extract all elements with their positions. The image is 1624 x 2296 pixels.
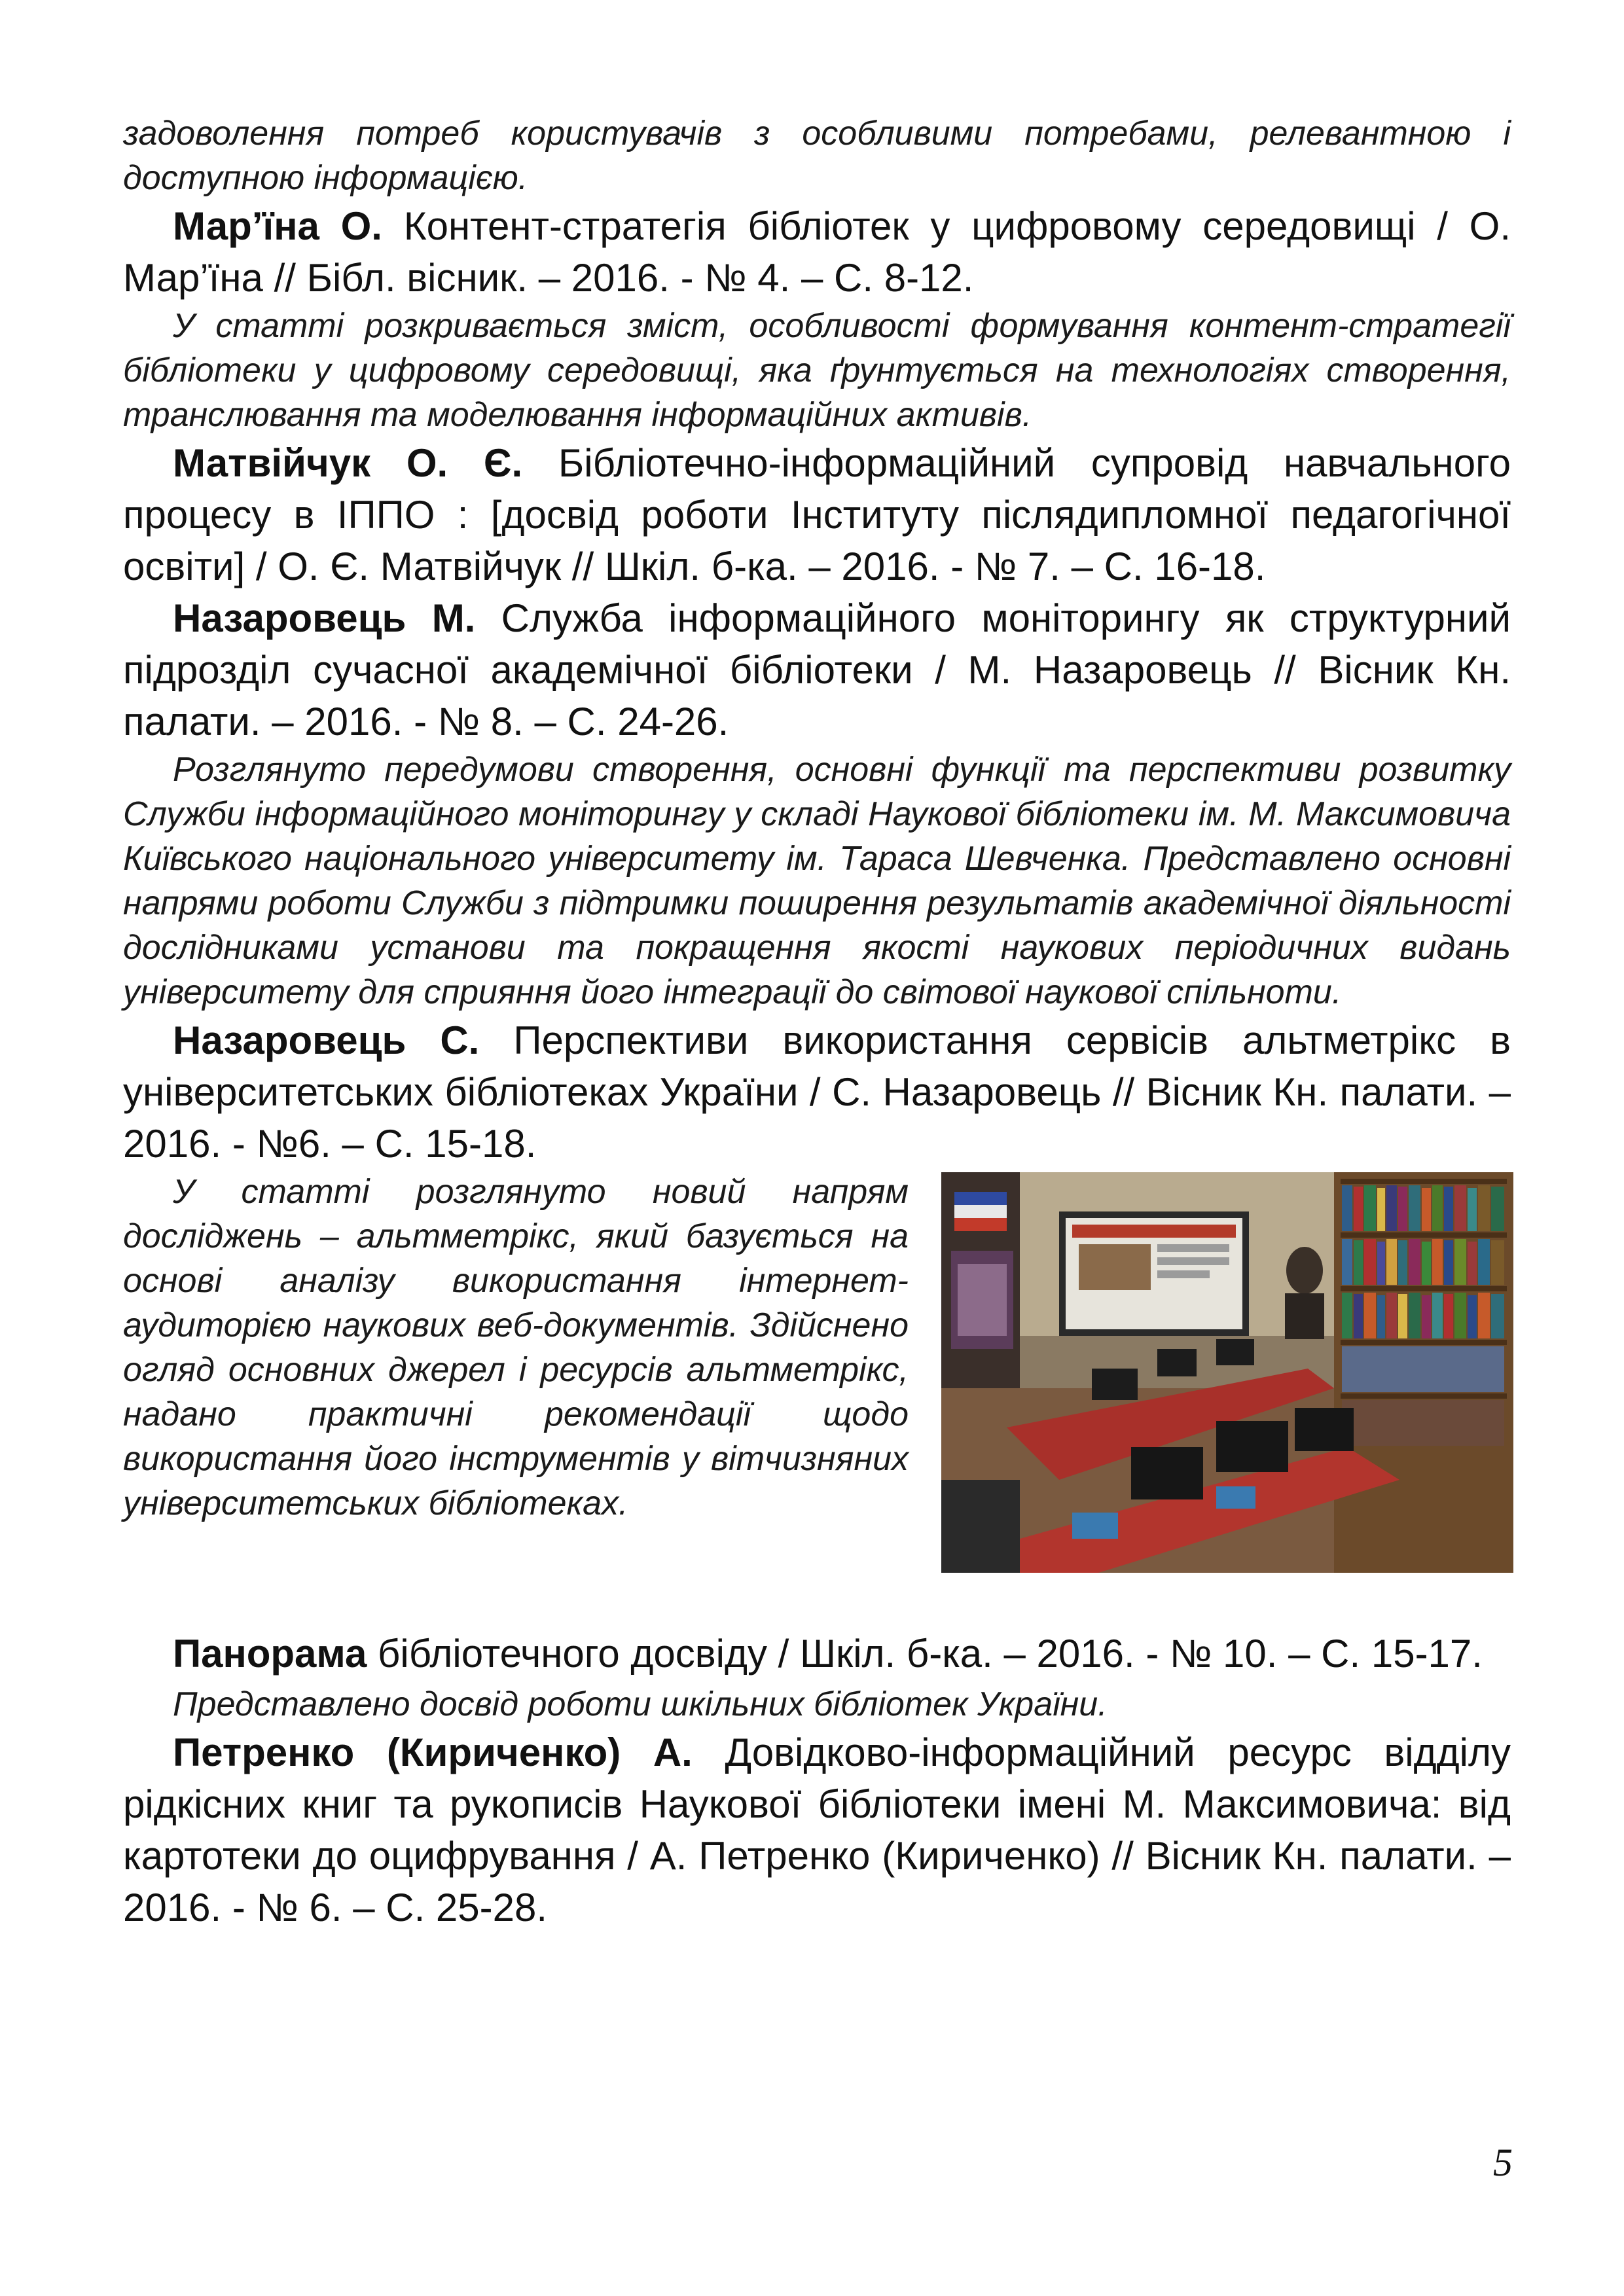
entry-abstract: Розглянуто передумови створення, основні функції та перспективи розвитку Служби інформаційного моніторингу у складі Наукової бібліотеки ім. М. Максимовича Київського національного університету ім. Тараса Шевченка. Представлено основні напрями роботи Служби з підтримки поширення результатів академічної діяльності дослідниками установи та покращення якості наукових періодичних видань університету для сприяння його інтеграції до світової наукової спільноти. [123, 751, 1511, 1011]
entry-author: Назаровець М. [173, 596, 476, 640]
entry-author: Назаровець С. [173, 1018, 480, 1062]
entry-abstract: У статті розглянуто новий напрям досліджень – альтметрікс, який базується на основі аналізу використання інтернет-аудиторією наукових веб-документів. Здійснено огляд основних джерел і ресурсів альтметрікс, надано практичні рекомендації щодо використання його інструментів у вітчизняних університетських бібліотеках. [123, 1173, 909, 1522]
page-number: 5 [1493, 2141, 1513, 2184]
entry-author: Петренко (Кириченко) А. [173, 1731, 693, 1774]
entry-text: Бібліотечно-інформаційний супровід навчального процесу в ІППО : [досвід роботи Інституту післядипломної педагогічної освіти] / О. Є. Матвійчук // Шкіл. б-ка. – 2016. - № 7. – С. 16-18. [123, 441, 1511, 588]
abstract-with-photo [123, 1170, 1511, 1628]
entry-panorama [123, 1628, 1511, 1679]
entry-matviichuk [123, 437, 1511, 592]
entry-petrenko [123, 1727, 1511, 1933]
entry-abstract: У статті розкривається зміст, особливості формування контент-стратегії бібліотеки у цифровому середовищі, яка ґрунтується на технологіях створення, транслювання та моделювання інформаційних активів. [123, 307, 1511, 434]
library-computer-room-photo [941, 1172, 1513, 1573]
entry-author: Мар’їна О. [173, 204, 382, 248]
entry-text: бібліотечного досвіду / Шкіл. б-ка. – 2016. - № 10. – С. 15-17. [367, 1632, 1483, 1676]
entry-text: Контент-стратегія бібліотек у цифровому середовищі / О. Мар’їна // Бібл. вісник. – 2016. - № 4. – С. 8-12. [123, 204, 1511, 300]
entry-author: Матвійчук О. Є. [173, 441, 523, 485]
entry-abstract: Представлено досвід роботи шкільних бібліотек України. [173, 1685, 1108, 1723]
entry-nazarovets-s [123, 1014, 1511, 1170]
entry-text: Перспективи використання сервісів альтметрікс в університетських бібліотеках України / С. Назаровець // Вісник Кн. палати. – 2016. - №6. – С. 15-18. [123, 1018, 1511, 1166]
entry-marina [123, 200, 1511, 304]
entry-author: Панорама [173, 1632, 367, 1676]
intro-abstract: задоволення потреб користувачів з особливими потребами, релевантною і доступною інформацією. [123, 115, 1511, 197]
entry-text: Служба інформаційного моніторингу як структурний підрозділ сучасної академічної бібліотеки / М. Назаровець // Вісник Кн. палати. – 2016. - № 8. – С. 24-26. [123, 596, 1511, 744]
document-page [123, 111, 1511, 1933]
entry-text: Довідково-інформаційний ресурс відділу рідкісних книг та рукописів Наукової бібліотеки імені М. Максимовича: від картотеки до оцифрування / А. Петренко (Кириченко) // Вісник Кн. палати. – 2016. - № 6. – С. 25-28. [123, 1731, 1511, 1929]
entry-nazarovets-m [123, 592, 1511, 747]
